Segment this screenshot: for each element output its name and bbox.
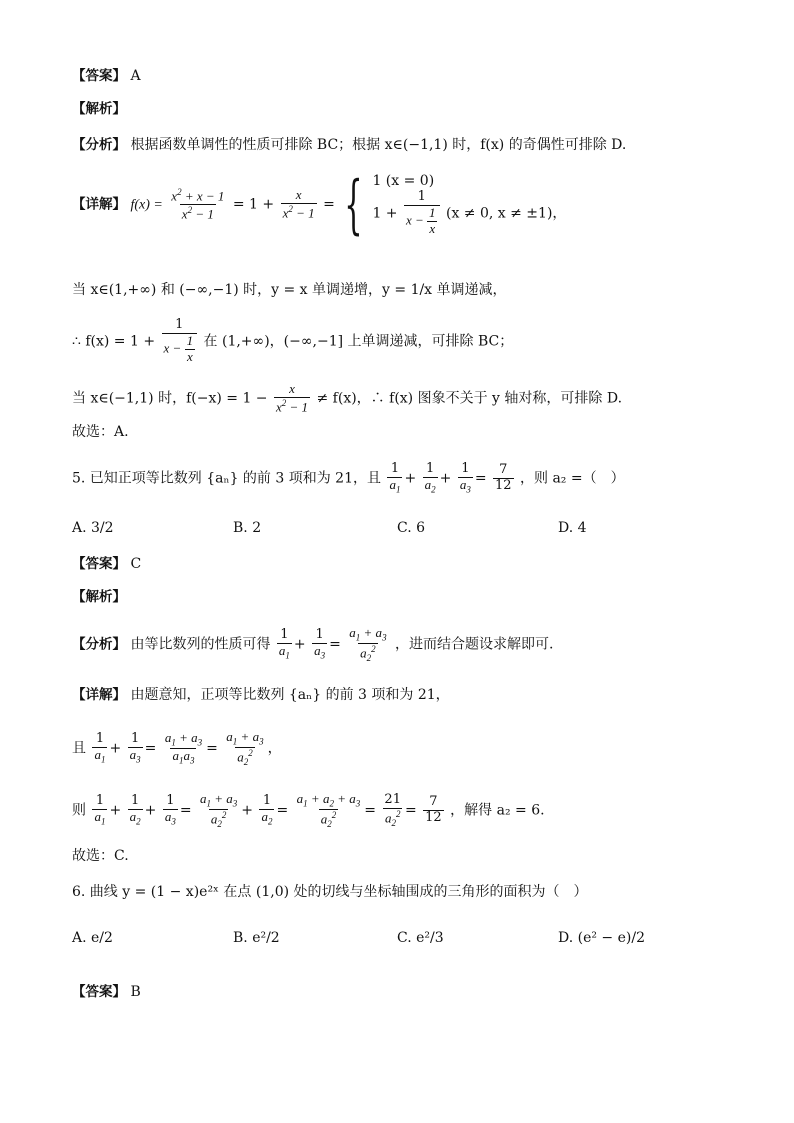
q4-detail-line: 【详解】 f(x) = $\frac{x^2 + x - 1}{x^2 - 1}$ = 1 + $\frac{x}{x^2 - 1}$ = { 1 (x = 0) 1 + 1 x − $\frac{1}{x}$ (x ≠ 0, x ≠ ±1)，	[72, 167, 567, 242]
q6-answer-line: 【答案】 B	[72, 984, 141, 1000]
q5-conclusion: 故选：C.	[72, 848, 129, 864]
answer-value: B	[130, 984, 141, 1000]
q5-option-c: C. 6	[397, 520, 426, 536]
case-2: 1 + 1 x − $\frac{1}{x}$ (x ≠ 0, x ≠ ±1)，	[372, 189, 567, 237]
fenxi-tag: 【分析】	[72, 137, 126, 153]
q5-detail-line-3: 则 $\frac{1}{a_1}$ + $\frac{1}{a_2}$ + $\frac{1}{a_3}$ = $\frac{a_1 + a_3}{a_2^2}$ + $\frac{1}{a_2}$ = $\frac{a_1 + a_2 + a_3}{a_2^2}$ = $\frac{21}{a_2^2}$ = $\frac{7}{12}$ ，解得 a₂ = 6.	[72, 791, 545, 829]
q4-analysis-tag: 【解析】	[72, 101, 126, 117]
q6-option-d: D. (e² − e)/2	[558, 930, 645, 946]
q4-conclusion: 故选：A.	[72, 424, 129, 440]
q5-stem: 5. 已知正项等比数列 {aₙ} 的前 3 项和为 21，且 $\frac{1}{a_1}$ + $\frac{1}{a_2}$ + $\frac{1}{a_3}$ = $\frac{7}{12}$ ，则 a₂ =（ ）	[72, 461, 625, 495]
q5-option-d: D. 4	[558, 520, 587, 536]
q5-detail-line-1: 【详解】 由题意知，正项等比数列 {aₙ} 的前 3 项和为 21，	[72, 687, 450, 703]
detail-tag: 【详解】	[72, 196, 126, 213]
answer-tag: 【答案】	[72, 68, 126, 84]
q5-answer-line: 【答案】 C	[72, 556, 142, 572]
q5-analysis-tag: 【解析】	[72, 589, 126, 605]
q6-option-b: B. e²/2	[233, 930, 280, 946]
fraction: $\frac{x^2 + x - 1}{x^2 - 1}$	[171, 186, 225, 222]
fraction: 1 x − $\frac{1}{x}$	[162, 318, 198, 365]
q5-detail-line-2: 且 $\frac{1}{a_1}$ + $\frac{1}{a_3}$ = $\frac{a_1 + a_3}{a_1a_3}$ = $\frac{a_1 + a_3}{a_2^2}$ ，	[72, 729, 282, 767]
piecewise-cases	[372, 172, 566, 237]
fenxi-text: 根据函数单调性的性质可排除 BC；根据 x∈(−1,1) 时，f(x) 的奇偶性可排除 D.	[130, 137, 627, 153]
q6-option-a: A. e/2	[72, 930, 113, 946]
answer-value: C	[130, 556, 142, 572]
q5-fenxi-line: 【分析】 由等比数列的性质可得 $\frac{1}{a_1}$ + $\frac{1}{a_3}$ = $\frac{a_1 + a_3}{a_2^2}$ ，进而结合题设求解即可.	[72, 625, 554, 663]
q4-mono-line-2: ∴ f(x) = 1 + 1 x − $\frac{1}{x}$ 在 (1,+∞)，(−∞,−1] 上单调递减，可排除 BC；	[72, 317, 514, 364]
detail-f: f(x) =	[130, 197, 163, 213]
q5-option-b: B. 2	[233, 520, 262, 536]
fraction: $\frac{x}{x^2 - 1}$	[282, 186, 315, 221]
q6-option-c: C. e²/3	[397, 930, 444, 946]
fraction: $\frac{x}{x^2 - 1}$	[275, 381, 309, 415]
q5-option-a: A. 3/2	[72, 520, 114, 536]
q6-stem: 6. 曲线 y = (1 − x)e²ˣ 在点 (1,0) 处的切线与坐标轴围成的三角形的面积为（ ）	[72, 884, 588, 900]
q4-odd-line: 当 x∈(−1,1) 时，f(−x) = 1 − $\frac{x}{x^2 - 1}$ ≠ f(x)，∴ f(x) 图象不关于 y 轴对称，可排除 D.	[72, 381, 623, 415]
q4-answer-line	[72, 68, 141, 85]
q4-mono-line-1: 当 x∈(1,+∞) 和 (−∞,−1) 时，y = x 单调递增，y = 1/x 单调递减，	[72, 282, 507, 298]
answer-value: A	[130, 68, 141, 84]
case-1: 1 (x = 0)	[372, 173, 435, 189]
left-brace: {	[344, 167, 363, 242]
q4-fenxi-line	[72, 137, 626, 154]
